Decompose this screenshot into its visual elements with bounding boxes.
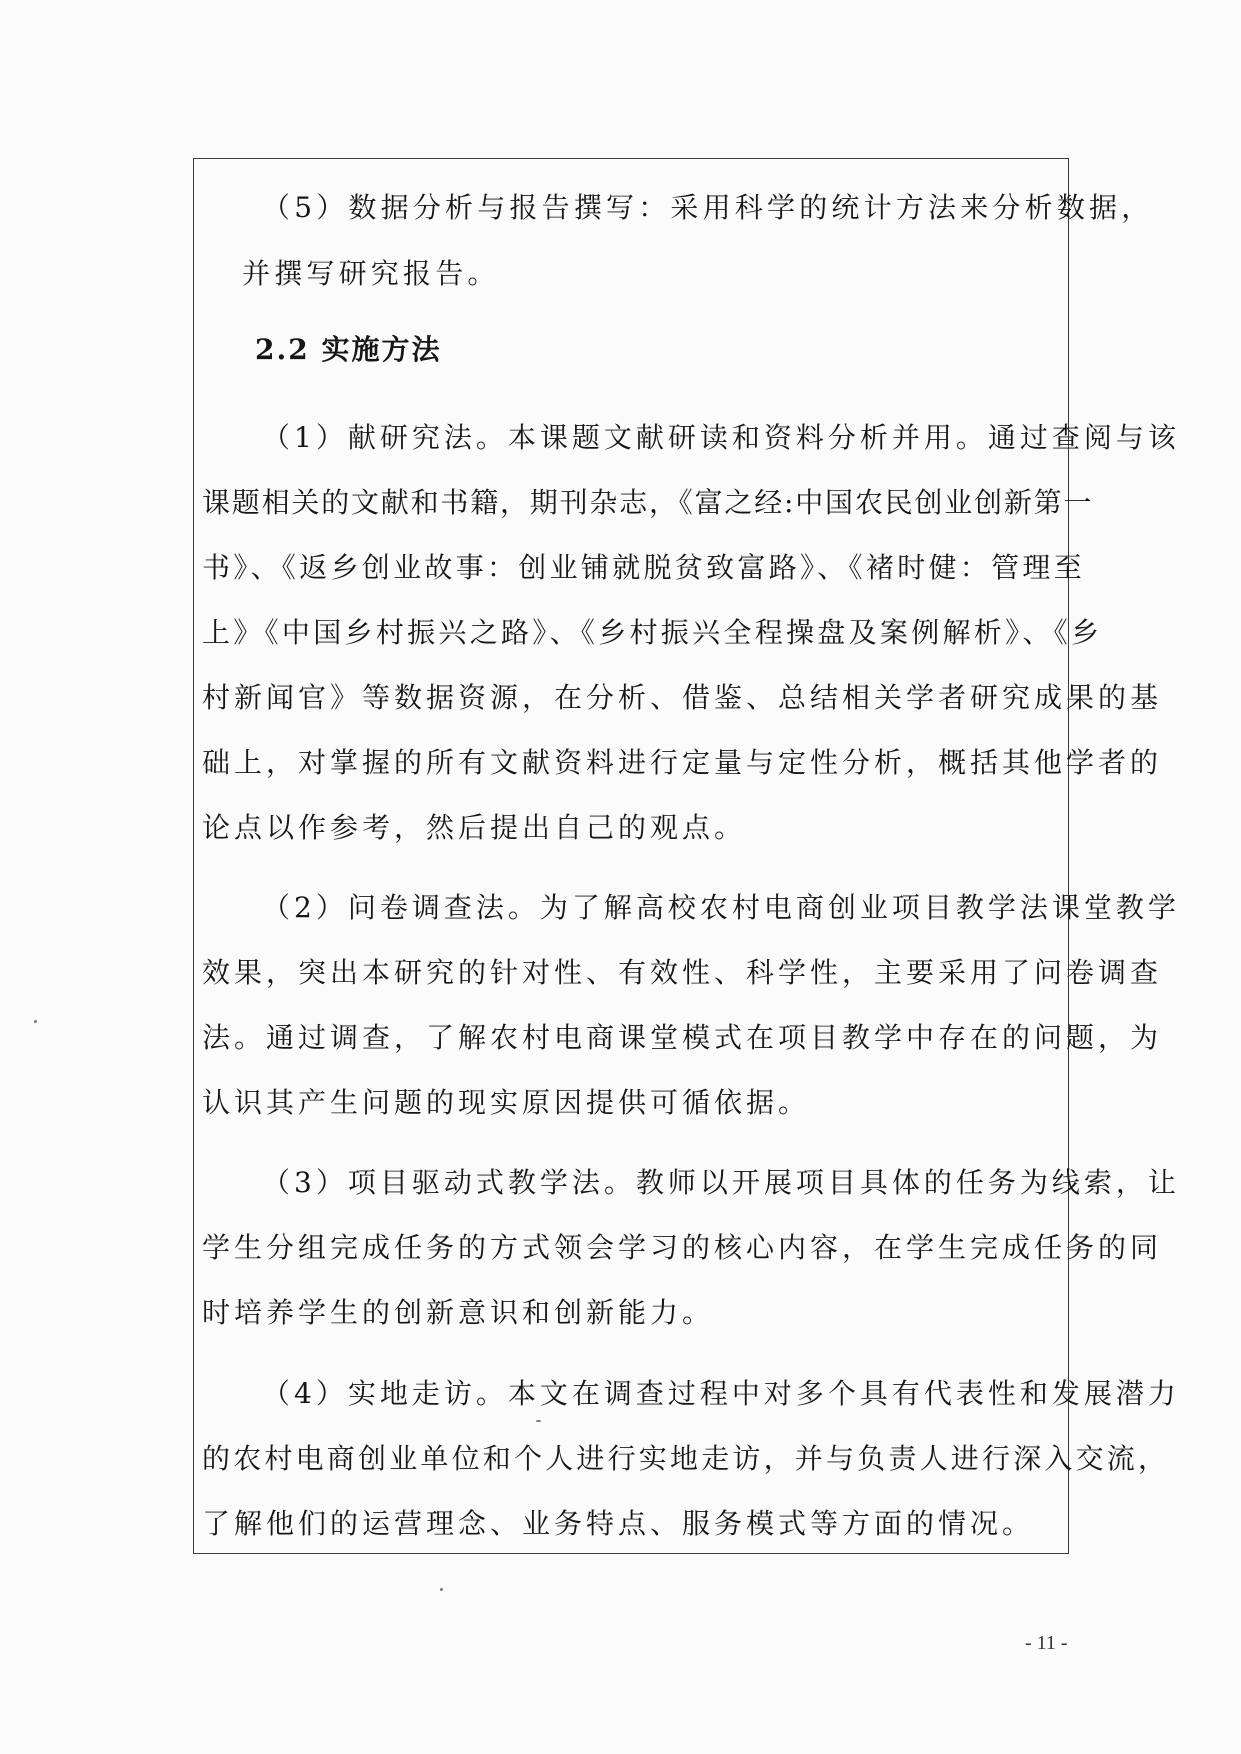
scan-speck — [536, 1420, 541, 1422]
text-line: （2）问卷调查法。为了解高校农村电商创业项目教学法课堂教学 — [262, 891, 1180, 924]
text-line: （5）数据分析与报告撰写：采用科学的统计方法来分析数据， — [262, 191, 1154, 224]
text-line: 村新闻官》等数据资源，在分析、借鉴、总结相关学者研究成果的基 — [202, 681, 1163, 714]
text-line: （3）项目驱动式教学法。教师以开展项目具体的任务为线索，让 — [262, 1166, 1180, 1199]
text-line: 效果，突出本研究的针对性、有效性、科学性，主要采用了问卷调查 — [202, 956, 1163, 989]
text-line: （4）实地走访。本文在调查过程中对多个具有代表性和发展潜力 — [262, 1377, 1180, 1410]
text-line: 并撰写研究报告。 — [242, 257, 500, 290]
text-line: 础上，对掌握的所有文献资料进行定量与定性分析，概括其他学者的 — [202, 746, 1163, 779]
text-line: 学生分组完成任务的方式领会学习的核心内容，在学生完成任务的同 — [202, 1231, 1163, 1264]
text-line: 课题相关的文献和书籍，期刊杂志，《富之经:中国农民创业创新第一 — [202, 486, 1094, 519]
text-line: 论点以作参考，然后提出自己的观点。 — [202, 811, 747, 844]
text-line: （1）献研究法。本课题文献研读和资料分析并用。通过查阅与该 — [262, 421, 1180, 454]
text-line: 了解他们的运营理念、业务特点、服务模式等方面的情况。 — [202, 1507, 1035, 1540]
text-line: 上》《中国乡村振兴之路》、《乡村振兴全程操盘及案例解析》、《乡 — [202, 616, 1103, 649]
text-line: 认识其产生问题的现实原因提供可循依据。 — [202, 1086, 811, 1119]
section-heading: 2.2 实施方法 — [255, 333, 442, 366]
page-number: - 11 - — [1025, 1632, 1068, 1654]
text-line: 时培养学生的创新意识和创新能力。 — [202, 1296, 715, 1329]
text-line: 的农村电商创业单位和个人进行实地走访，并与负责人进行深入交流， — [202, 1442, 1170, 1475]
text-line: 法。通过调查，了解农村电商课堂模式在项目教学中存在的问题，为 — [202, 1021, 1163, 1054]
text-line: 书》、《返乡创业故事：创业铺就脱贫致富路》、《褚时健：管理至 — [202, 551, 1086, 584]
scan-speck — [34, 1020, 37, 1023]
scan-speck — [440, 1588, 443, 1591]
